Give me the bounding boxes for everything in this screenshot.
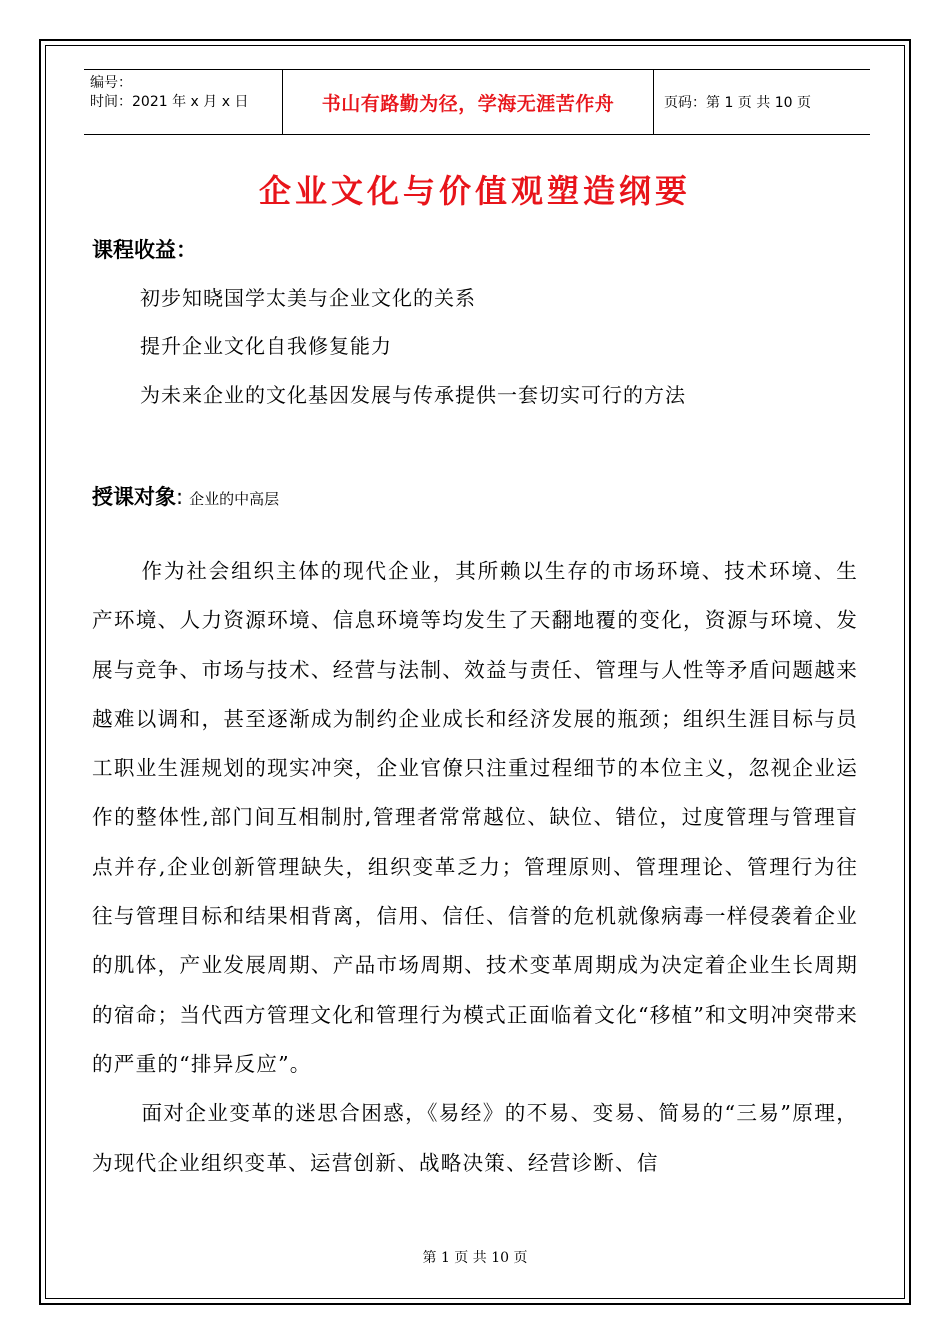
body-paragraph: 面对企业变革的迷思合困惑，《易经》的不易、变易、简易的“三易”原理，为现代企业组织变革、运营创新、战略决策、经营诊断、信 (92, 1101, 858, 1175)
header-time-label: 时间：2021 年 x 月 x 日 (90, 94, 249, 110)
header-motto: 书山有路勤为径，学海无涯苦作舟 (282, 70, 654, 134)
audience-colon: : (176, 485, 184, 509)
header-meta (84, 70, 282, 134)
header-number-label: 编号： (90, 75, 132, 91)
body-text (92, 547, 858, 1188)
header-page-label: 页码：第 1 页 共 10 页 (664, 95, 811, 111)
page-header (84, 69, 870, 135)
page-footer: 第 1 页 共 10 页 (422, 1250, 528, 1266)
body-paragraph: 作为社会组织主体的现代企业，其所赖以生存的市场环境、技术环境、生产环境、人力资源环境、信息环境等均发生了天翻地覆的变化，资源与环境、发展与竞争、市场与技术、经营与法制、效益与责任、管理与人性等矛盾问题越来越难以调和，甚至逐渐成为制约企业成长和经济发展的瓶颈；组织生涯目标与员工职业生涯规划的现实冲突，企业官僚只注重过程细节的本位主义，忽视企业运作的整体性,部门间互相制肘,管理者常常越位、缺位、错位，过度管理与管理盲点并存,企业创新管理缺失，组织变革乏力；管理原则、管理理论、管理行为往往与管理目标和结果相背离，信用、信任、信誉的危机就像病毒一样侵袭着企业的肌体，产业发展周期、产品市场周期、技术变革周期成为决定着企业生长周期的宿命；当代西方管理文化和管理行为模式正面临着文化“移植”和文明冲突带来的严重的“排异反应”。 (92, 559, 858, 1076)
course-benefits-label: 课程收益： (92, 238, 197, 262)
audience-row (92, 481, 279, 511)
audience-value: 企业的中高层 (189, 490, 280, 508)
benefit-item: 为未来企业的文化基因发展与传承提供一套切实可行的方法 (140, 383, 686, 407)
document-title: 企业文化与价值观塑造纲要 (258, 172, 691, 210)
benefit-item: 初步知晓国学太美与企业文化的关系 (140, 286, 476, 310)
audience-label: 授课对象 (92, 485, 176, 509)
benefit-item: 提升企业文化自我修复能力 (140, 334, 392, 358)
